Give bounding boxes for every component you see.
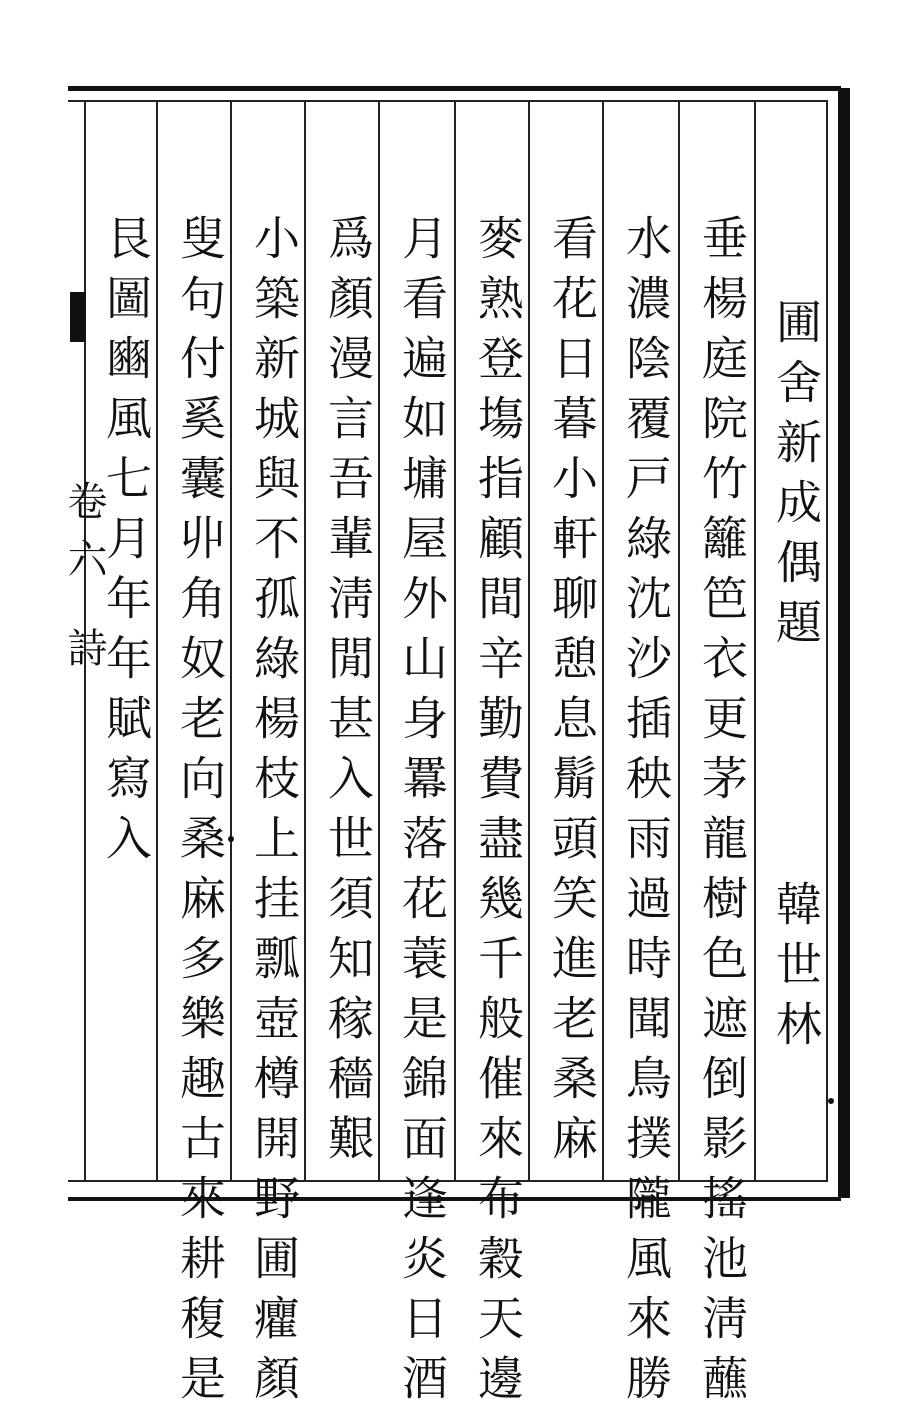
poem-line: 叟句付奚囊丱角奴老向桑麻多樂趣古來耕稪是: [173, 214, 227, 1414]
column-rule: [454, 100, 456, 1182]
poem-line: 艮圖豳風七月年年賦寫入: [99, 214, 153, 874]
column-rule: [230, 100, 232, 1182]
frame-inner-right-rule: [826, 102, 828, 1180]
column-rule: [678, 100, 680, 1182]
poem-line: 爲顏漫言吾輩淸閒甚入世須知稼穡艱: [321, 214, 375, 1174]
fold-block-mark: [70, 292, 86, 342]
poem-line: 垂楊庭院竹籬笆衣更茅龍樹色遮倒影搖池淸蘸: [695, 214, 749, 1414]
ink-dot: [828, 1098, 834, 1104]
poem-author: 韓世林: [769, 880, 823, 1060]
column-rule: [156, 100, 158, 1182]
poem-title: 圃舍新成偶題: [769, 298, 823, 658]
poem-line: 月看遍如墉屋外山身羃落花蓑是錦面逢炎日酒: [395, 214, 449, 1414]
frame-right-border: [838, 88, 850, 1198]
poem-line: 小築新城與不孤綠楊枝上挂瓢壺樽開野圃癯顏: [247, 214, 301, 1414]
frame-inner-top-rule: [68, 100, 828, 102]
column-rule: [304, 100, 306, 1182]
poem-line: 看花日暮小軒聊憩息鬅頭笑進老桑麻: [545, 214, 599, 1174]
column-rule: [754, 100, 756, 1182]
column-rule: [378, 100, 380, 1182]
column-rule: [528, 100, 530, 1182]
poem-line: 水濃陰覆戸綠沈沙插秧雨過時聞鳥撲隴風來勝: [619, 214, 673, 1414]
ink-dot: [228, 836, 234, 842]
column-rule: [602, 100, 604, 1182]
poem-line: 麥熟登塲指顧間辛勤費盡幾千般催來布穀天邊: [471, 214, 525, 1414]
fold-label: 卷六 詩: [61, 480, 107, 685]
